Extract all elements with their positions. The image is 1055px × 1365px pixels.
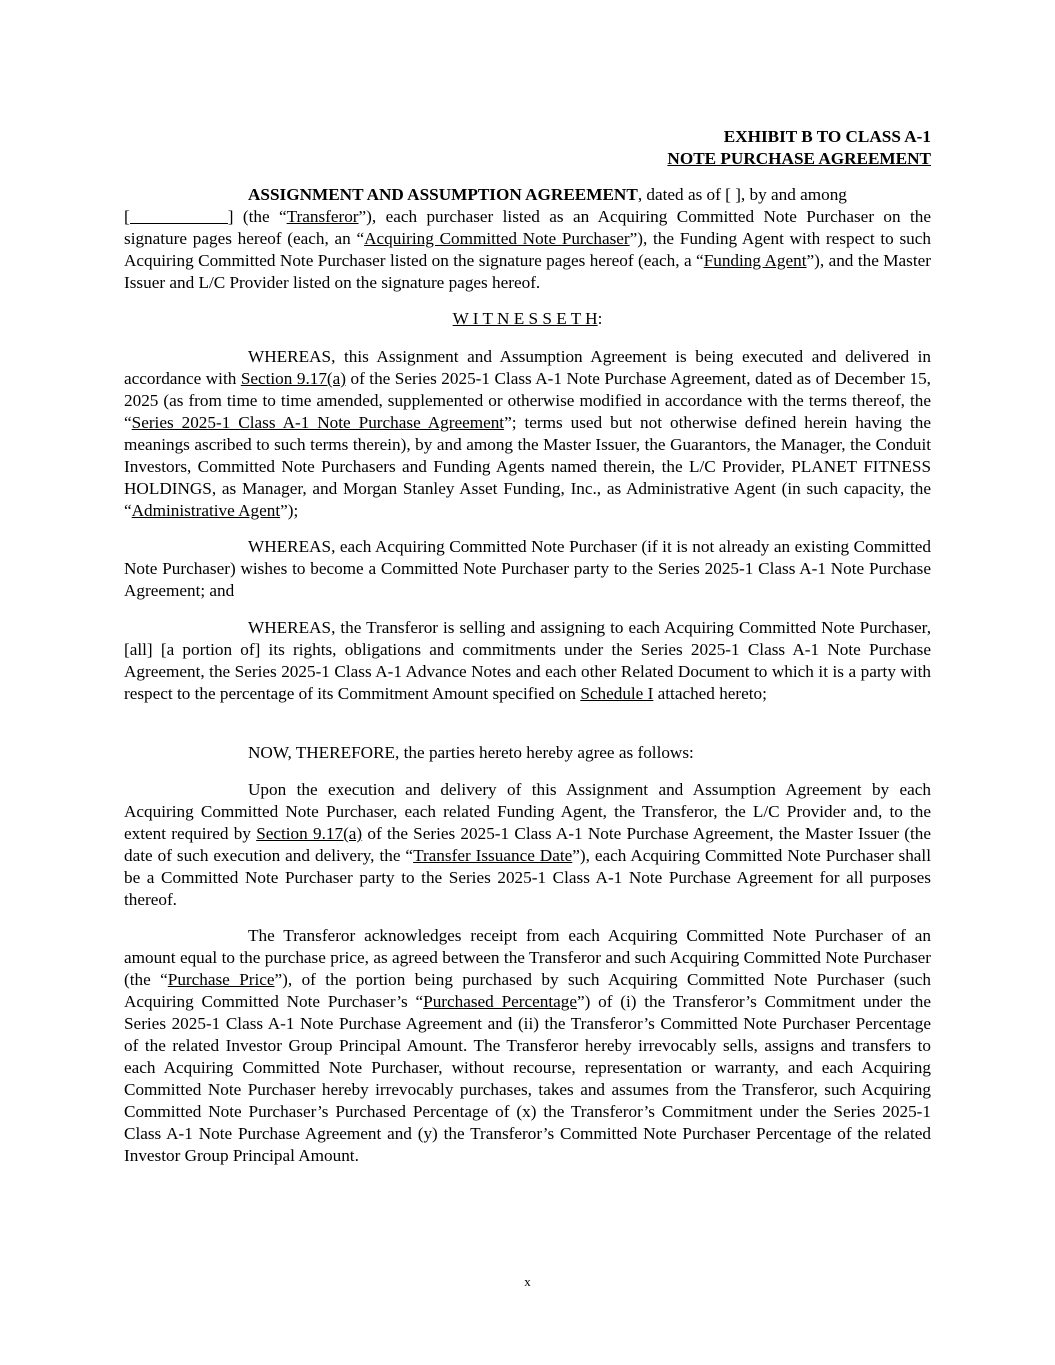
defined-term-admin-agent: Administrative Agent xyxy=(131,501,281,520)
upon-execution-block xyxy=(124,779,931,911)
whereas-3-block xyxy=(124,617,931,705)
whereas-paragraph-2: WHEREAS, each Acquiring Committed Note Purchaser (if it is not already an existing Committed Note Purchaser) wishes to become a Committed Note Purchaser party to the Series 2025-1 Class A-1 Note Purchase Agreement; and xyxy=(124,537,931,600)
defined-term-acquiring: Acquiring Committed Note Purchaser xyxy=(364,229,630,248)
intro-paragraph-block xyxy=(124,184,931,294)
defined-term-transferor: Transferor xyxy=(286,207,359,226)
now-therefore-paragraph: NOW, THEREFORE, the parties hereto hereby agree as follows: xyxy=(248,743,694,762)
schedule-ref: Schedule I xyxy=(580,684,654,703)
defined-term-npa: Series 2025-1 Class A-1 Note Purchase Agreement xyxy=(131,413,505,432)
transferor-ack-block xyxy=(124,925,931,1167)
page-number: x xyxy=(524,1274,531,1289)
defined-term-purchased-percentage: Purchased Percentage xyxy=(423,992,577,1011)
section-ref-2: Section 9.17(a) xyxy=(256,824,363,843)
upon-execution-paragraph: Upon the execution and delivery of this Assignment and Assumption Agreement by each Acquiring Committed Note Purchaser, each related Funding Agent, the Transferor, the L/C Provider and, to the extent required by Section 9.17(a) of the Series 2025-1 Class A-1 Note Purchase Agreement, the Master Issuer (the date of such execution and delivery, the “Transfer Issuance Date”), each Acquiring Committed Note Purchaser shall be a Committed Note Purchaser party to the Series 2025-1 Class A-1 Note Purchase Agreement for all purposes thereof. xyxy=(124,780,931,909)
defined-term-funding-agent: Funding Agent xyxy=(703,251,807,270)
exhibit-heading xyxy=(124,126,931,170)
whereas-paragraph-3: WHEREAS, the Transferor is selling and assigning to each Acquiring Committed Note Purchaser, [all] [a portion of] its rights, obligations and commitments under the Series 2025-1 Class A-1 Note Purchase Agreement, the Series 2025-1 Class A-1 Advance Notes and each other Related Document to which it is a party with respect to the percentage of its Commitment Amount specified on Schedule I attached hereto; xyxy=(124,618,931,703)
transferor-name-blank xyxy=(130,207,228,224)
whereas-2-block xyxy=(124,536,931,602)
defined-term-transfer-issuance-date: Transfer Issuance Date xyxy=(413,846,573,865)
section-ref: Section 9.17(a) xyxy=(240,369,347,388)
defined-term-purchase-price: Purchase Price xyxy=(167,970,275,989)
agreement-title: ASSIGNMENT AND ASSUMPTION AGREEMENT xyxy=(248,185,638,204)
exhibit-heading-line2: NOTE PURCHASE AGREEMENT xyxy=(667,149,931,168)
witnesseth-heading: W I T N E S S E T H: xyxy=(452,309,603,328)
now-therefore-block xyxy=(124,742,931,764)
whereas-paragraph-1: WHEREAS, this Assignment and Assumption Agreement is being executed and delivered in accordance with Section 9.17(a) of the Series 2025-1 Class A-1 Note Purchase Agreement, dated as of December 15, 2025 (as from time to time amended, supplemented or otherwise modified in accordance with the terms thereof, the “Series 2025-1 Class A-1 Note Purchase Agreement”; terms used but not otherwise defined herein having the meanings ascribed to such terms therein), by and among the Master Issuer, the Guarantors, the Manager, the Conduit Investors, Committed Note Purchasers and Funding Agents named therein, the L/C Provider, PLANET FITNESS HOLDINGS, as Manager, and Morgan Stanley Asset Funding, Inc., as Administrative Agent (in such capacity, the “Administrative Agent”); xyxy=(124,347,931,520)
whereas-1-block xyxy=(124,346,931,522)
exhibit-heading-line1: EXHIBIT B TO CLASS A-1 xyxy=(723,127,931,146)
witnesseth-word: W I T N E S S E T H xyxy=(452,309,598,328)
transferor-ack-paragraph: The Transferor acknowledges receipt from each Acquiring Committed Note Purchaser of an amount equal to the purchase price, as agreed between the Transferor and such Acquiring Committed Note Purchaser (the “Purchase Price”), of the portion being purchased by such Acquiring Committed Note Purchaser (such Acquiring Committed Note Purchaser’s “Purchased Percentage”) of (i) the Transferor’s Commitment under the Series 2025-1 Class A-1 Note Purchase Agreement and (ii) the Transferor’s Committed Note Purchaser Percentage of the related Investor Group Principal Amount. The Transferor hereby irrevocably sells, assigns and transfers to each Acquiring Committed Note Purchaser, without recourse, representation or warranty, and each Acquiring Committed Note Purchaser hereby irrevocably purchases, takes and assumes from the Transferor, such Acquiring Committed Note Purchaser’s Purchased Percentage of (x) the Transferor’s Commitment under the Series 2025-1 Class A-1 Note Purchase Agreement and (y) the Transferor’s Committed Note Purchaser Percentage of the related Investor Group Principal Amount. xyxy=(124,926,931,1165)
intro-paragraph: ASSIGNMENT AND ASSUMPTION AGREEMENT, dated as of [ ], by and among [ ] (the “Transferor”), each purchaser listed as an Acquiring Committed Note Purchaser on the signature pages hereof (each, an “Acquiring Committed Note Purchaser”), the Funding Agent with respect to such Acquiring Committed Note Purchaser listed on the signature pages hereof (each, a “Funding Agent”), and the Master Issuer and L/C Provider listed on the signature pages hereof. xyxy=(124,185,932,292)
